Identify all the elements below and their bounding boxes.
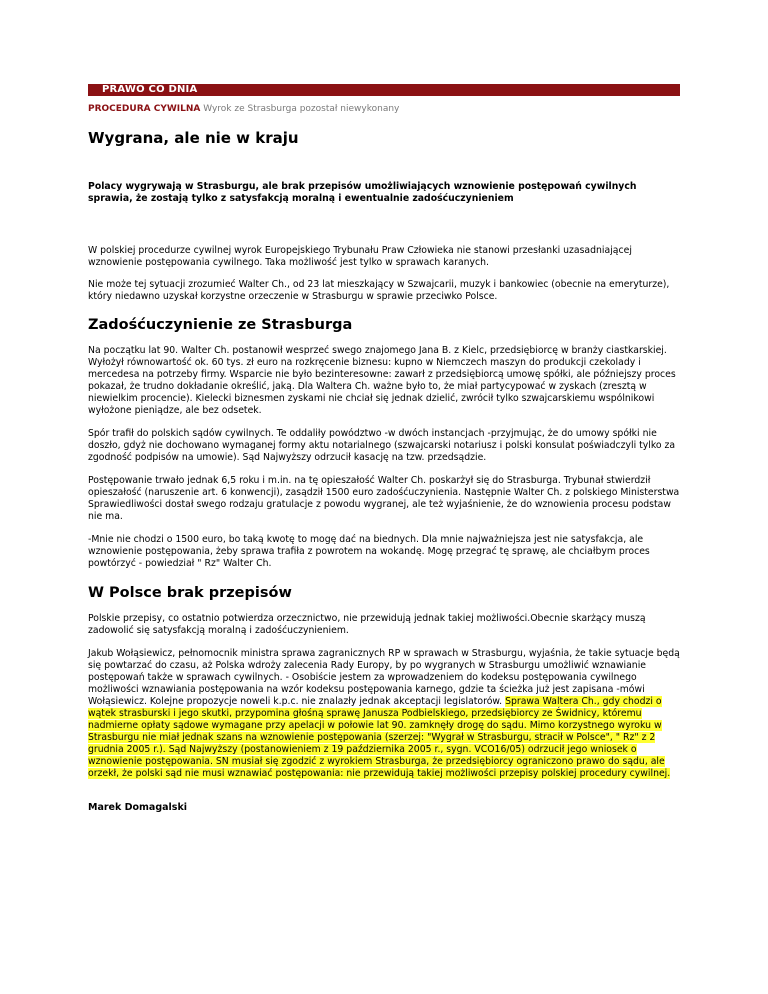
rubric-label: PROCEDURA CYWILNA bbox=[88, 104, 201, 114]
section-2-paragraph-1: Polskie przepisy, co ostatnio potwierdza orzecznictwo, nie przewidują jednak takiej możliwości.Obecnie skarżący muszą zadowolić się satysfakcją moralną i zadośćuczynieniem. bbox=[88, 613, 646, 636]
author-name: Marek Domagalski bbox=[88, 802, 188, 813]
section-bar: PRAWO CO DNIA bbox=[88, 84, 680, 96]
kicker-text: Wyrok ze Strasburga pozostał niewykonany bbox=[200, 104, 400, 114]
section-1-paragraph-1: Na początku lat 90. Walter Ch. postanowił wesprzeć swego znajomego Jana B. z Kielc, przedsiębiorcę w branży ciastkarskiej. Wyłożył równowartość ok. 60 tys. zł euro na rozkręcenie biznesu: kupno w Niemczech maszyn do produkcji czekolady i mercedesa na potrzeby firmy. Wsparcie nie było bezinteresowne: zawarł z przedsiębiorcą umowę spółki, ale późniejszy proces pokazał, że trudno dokładanie określić, jaką. Dla Waltera Ch. ważne było to, że miał partycypować w zyskach (zresztą w niewielkim procencie). Kielecki biznesmen zyskami nie chciał się jednak dzielić, zwrócił tylko szwajcarskiemu wspólnikowi wyłożone pieniądze, ale bez odsetek. bbox=[88, 345, 676, 416]
section-1-paragraph-2: Spór trafił do polskich sądów cywilnych. Te oddaliły powództwo -w dwóch instancjach -przyjmując, że do umowy spółki nie doszło, gdyż nie dochowano wymaganej formy aktu notarialnego (szwajcarski notariusz i polski konsulat poświadczyli tylko za zgodność podpisów na umowie). Sąd Najwyższy odrzucił kasację na tzw. przedsądzie. bbox=[88, 428, 676, 463]
section-1-paragraph-4: -Mnie nie chodzi o 1500 euro, bo taką kwotę to mogę dać na biednych. Dla mnie najważniejsza jest nie satysfakcja, ale wznowienie postępowania, żeby sprawa trafiła z powrotem na wokandę. Mogę przegrać tę sprawę, ale chciałbym proces powtórzyć - powiedział " Rz" Walter Ch. bbox=[88, 534, 650, 569]
intro-paragraph-1: W polskiej procedurze cywilnej wyrok Europejskiego Trybunału Praw Człowieka nie stanowi przesłanki uzasadniającej wznowienie postępowania cywilnego. Taka możliwość jest tylko w sprawach karanych. bbox=[88, 245, 632, 268]
article bbox=[88, 84, 680, 814]
section-heading-2: W Polsce brak przepisów bbox=[88, 585, 292, 601]
section-heading-1: Zadośćuczynienie ze Strasburga bbox=[88, 317, 353, 333]
paragraph-text: Jakub Wołąsiewicz, pełnomocnik ministra sprawa zagranicznych RP w sprawach w Strasburgu, wyjaśnia, że takie sytuacje będą się powtarzać do czasu, aż Polska wdroży zalecenia Rady Europy, by po wygranych w Strasburgu umożliwić wznawianie postępowań także w sprawach cywilnych. - Osobiście jestem za wprowadzeniem do kodeksu postępowania cywilnego możliwości wznawiania postępowania na wzór kodeksu postępowania karnego, gdzie ta ścieżka już jest zapisana -mówi Wołąsiewicz. Kolejne propozycje noweli k.p.c. nie znalazły jednak akceptacji legislatorów. bbox=[88, 648, 680, 707]
highlighted-text: Sprawa Waltera Ch., gdy chodzi o wątek strasburski i jego skutki, przypomina głośną sprawę Janusza Podbielskiego, przedsiębiorcy ze Świdnicy, któremu nadmierne opłaty sądowe wymagane przy apelacji w połowie lat 90. zamknęły drogę do sądu. Mimo korzystnego wyroku w Strasburgu nie miał jednak szans na wznowienie postępowania (szerzej: "Wygrał w Strasburgu, stracił w Polsce", " Rz" z 2 grudnia 2005 r.). Sąd Najwyższy (postanowieniem z 19 października 2005 r., sygn. VCO16/05) odrzucił jego wniosek o wznowienie postępowania. SN musiał się zgodzić z wyrokiem Strasburga, że przedsiębiorcy ograniczono prawo do sądu, ale orzekł, że polski sąd nie musi wznawiać postępowania: nie przewidują takiej możliwości przepisy polskiej procedury cywilnej. bbox=[88, 696, 671, 779]
article-title: Wygrana, ale nie w kraju bbox=[88, 129, 299, 147]
section-2-paragraph-2 bbox=[88, 648, 680, 780]
section-1-paragraph-3: Postępowanie trwało jednak 6,5 roku i m.in. na tę opieszałość Walter Ch. poskarżył się do Strasburga. Trybunał stwierdził opieszałość (naruszenie art. 6 konwencji), zasądził 1500 euro zadośćuczynienia. Następnie Walter Ch. z polskiego Ministerstwa Sprawiedliwości dostał swego rodzaju gratulacje z powodu wygranej, ale też wyjaśnienie, że do wznowienia procesu podstaw nie ma. bbox=[88, 475, 680, 522]
kicker bbox=[88, 103, 680, 115]
article-lead: Polacy wygrywają w Strasburgu, ale brak przepisów umożliwiających wznowienie postępowań cywilnych sprawia, że zostają tylko z satysfakcją moralną i ewentualnie zadośćuczynieniem bbox=[88, 181, 637, 204]
intro-paragraph-2: Nie może tej sytuacji zrozumieć Walter Ch., od 23 lat mieszkający w Szwajcarii, muzyk i bankowiec (obecnie na emeryturze), który niedawno uzyskał korzystne orzeczenie w Strasburgu w sprawie przeciwko Polsce. bbox=[88, 279, 670, 302]
